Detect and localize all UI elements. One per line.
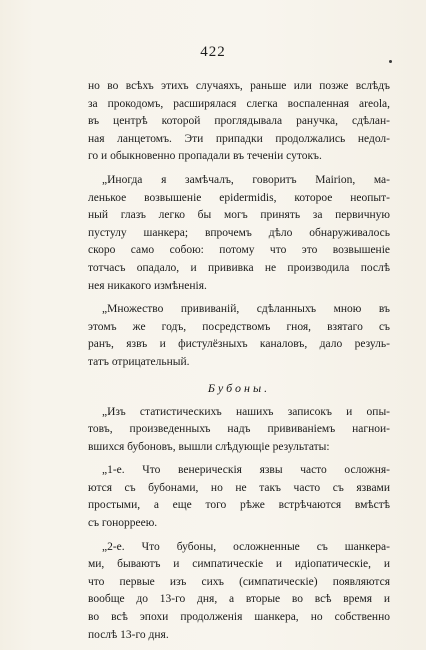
text-line: вообще до 13-го дня, а вторые во всѣ время и: [88, 593, 390, 606]
text-line: ный глазъ легко бы могъ принять за первичную: [88, 209, 390, 222]
text-line: „Иногда я замѣчалъ, говоритъ Mairion, ма-: [102, 173, 390, 186]
text-line: „Множество прививаній, сдѣланныхъ мною въ: [102, 303, 390, 316]
section-heading: Бубоны.: [207, 380, 271, 395]
paragraph: [88, 404, 390, 457]
text-line: товъ, произведенныхъ надъ прививаніемъ нагнои-: [88, 423, 390, 436]
text-line: тотчасъ опадало, и прививка не производила послѣ: [88, 261, 390, 274]
text-line: ются съ бубонами, но не такъ часто съ язвами: [88, 481, 390, 494]
text-line: вшихся бубоновъ, вышли слѣдующіе результаты:: [88, 440, 330, 453]
paragraph: [88, 462, 390, 532]
text-line: за прокодомъ, расширялася слегка воспаленная areola,: [88, 97, 390, 110]
text-line: ная ланцетомъ. Эти припадки продолжались недол-: [88, 132, 390, 145]
text-line: послѣ 13-го дня.: [88, 628, 169, 641]
text-line: но во всѣхъ этихъ случаяхъ, раньше или позже вслѣдъ: [88, 80, 390, 92]
text-line: въ центрѣ которой проглядывала ранучка, сдѣлан-: [88, 115, 390, 128]
text-line: ленькое возвышеніе epidermidis, которое неопыт-: [88, 191, 390, 204]
text-line: нея никакого измѣненія.: [88, 279, 207, 292]
paragraph: [88, 78, 390, 166]
text-line: „Изъ статистическихъ нашихъ записокъ и опы-: [102, 405, 390, 418]
paragraph: [88, 301, 390, 371]
paragraph: [88, 172, 390, 295]
paragraph: [88, 539, 390, 645]
page-number: 422: [200, 44, 226, 60]
text-line: скоро само собою: потому что это возвышеніе: [88, 244, 390, 257]
text-line: „1-е. Что венерическія язвы часто осложня-: [102, 464, 390, 477]
text-line: простыми, а еще того рѣже встрѣчаются вмѣстѣ: [88, 499, 390, 512]
text-line: „2-е. Что бубоны, осложненные съ шанкера-: [102, 540, 390, 553]
page-body: [88, 78, 390, 644]
text-line: го и обыкновенно пропадали въ теченіи сутокъ.: [88, 150, 322, 163]
text-line: во всѣ эпохи продолженія шанкера, но собственно: [88, 611, 390, 624]
text-line: пустулу шанкера; впрочемъ дѣло обнаруживалось: [88, 226, 390, 239]
text-line: ранъ, язвъ и фистулёзныхъ каналовъ, дало резуль-: [88, 338, 390, 351]
text-line: что первые изъ сихъ (симпатическіе) появляются: [88, 575, 390, 588]
text-line: ми, бываютъ и симпатическіе и идіопатическіе, и: [88, 558, 390, 571]
text-line: татъ отрицательный.: [88, 355, 190, 368]
text-line: съ гонорреею.: [88, 517, 158, 530]
text-line: этомъ же годъ, посредствомъ гноя, взятаго съ: [88, 320, 390, 333]
ink-speck: [389, 60, 392, 63]
